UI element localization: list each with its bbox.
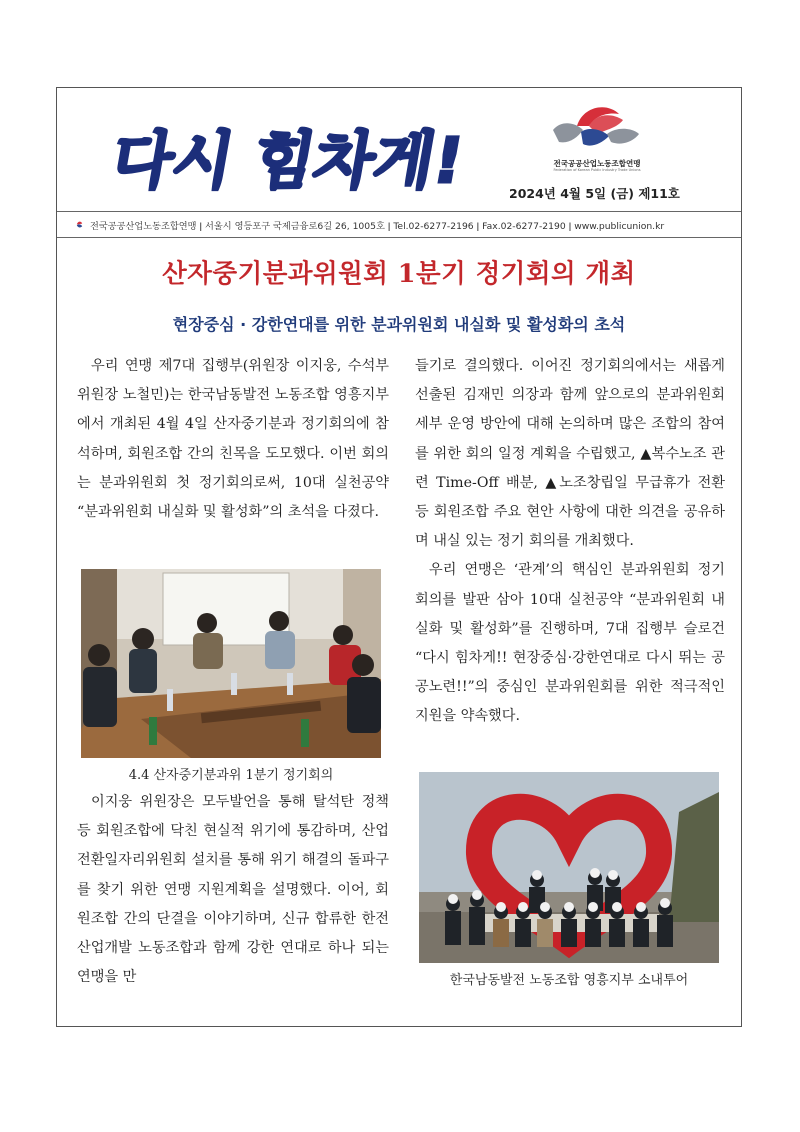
union-logo-icon xyxy=(547,100,643,152)
svg-text:다시 힘차게!: 다시 힘차게! xyxy=(106,124,469,197)
article-paragraph: 우리 연맹은 ‘관계’의 핵심인 분과위원회 정기 회의를 발판 삼아 10대 실천공약 “분과위원회 내실화 및 활성화”를 진행하며, 7대 집행부 슬로건 “다시 힘차게!! 현장중심·강한연대로 다시 뛰는 공공노련!!”의 중심인 분과위원회를 위한 적극적인 지원을 약속했다. xyxy=(415,562,725,725)
masthead-title xyxy=(97,94,477,204)
left-column-top xyxy=(77,352,389,527)
union-logo-subtext: Federation of Korean Public Industry Trade Unions xyxy=(553,168,641,172)
article-paragraph: 들기로 결의했다. 이어진 정기회의에서는 새롭게 선출된 김재민 의장과 함께 앞으로의 분과위원회 세부 운영 방안에 대해 논의하며 많은 조합의 참여를 위한 회의 일정 계획을 수립했고, ▲복수노조 관련 Time-Off 배분, ▲노조창립일 무급휴가 전환 등 회원조합 주요 현안 사항에 대한 의견을 공유하며 내실 있는 정기 회의를 개최했다. xyxy=(415,358,725,550)
group-tour-photo-caption: 한국남동발전 노동조합 영흥지부 소내투어 xyxy=(449,973,689,988)
meeting-photo xyxy=(81,569,381,758)
meeting-photo-caption: 4.4 산자중기분과위 1분기 정기회의 xyxy=(128,768,334,783)
newsletter-page xyxy=(56,87,742,1027)
issue-date-line: 2024년 4월 5일 (금) 제11호 xyxy=(509,186,680,201)
article-headline: 산자중기분과위원회 1분기 정기회의 개최 xyxy=(162,259,636,289)
masthead xyxy=(57,88,741,210)
union-mini-logo-icon xyxy=(75,220,84,229)
article-paragraph: 이지웅 위원장은 모두발언을 통해 탈석탄 정책 등 회원조합에 닥친 현실적 위기에 통감하며, 산업전환일자리위원회 설치를 통해 위기 해결의 돌파구를 찾기 위한 연맹 지원계획을 설명했다. 이어, 회원조합 간의 단결을 이야기하며, 신규 합류한 한전산업개발 노동조합과 함께 강한 연대로 하나 되는 연맹을 만 xyxy=(77,794,389,986)
contact-info-text: 전국공공산업노동조합연맹 ǀ 서울시 영등포구 국제금융로6길 26, 1005호 ǀ Tel.02-6277-2196 ǀ Fax.02-6277-2190 ǀ www.publicunion.kr xyxy=(90,220,665,232)
article-subheadline: 현장중심 · 강한연대를 위한 분과위원회 내실화 및 활성화의 초석 xyxy=(172,315,626,334)
group-tour-photo xyxy=(419,772,719,963)
article-paragraph: 우리 연맹 제7대 집행부(위원장 이지웅, 수석부위원장 노철민)는 한국남동발전 노동조합 영흥지부에서 개최된 4월 4일 산자중기분과 정기회의에 참석하며, 회원조합 간의 친목을 도모했다. 이번 회의는 분과위원회 첫 정기회의로써, 10대 실천공약 “분과위원회 내실화 및 활성화”의 초석을 다졌다. xyxy=(77,358,389,521)
left-column-bottom xyxy=(77,788,389,992)
union-logo-text: 전국공공산업노동조합연맹 xyxy=(553,159,641,168)
contact-info-bar xyxy=(57,211,741,238)
right-column xyxy=(415,352,725,732)
